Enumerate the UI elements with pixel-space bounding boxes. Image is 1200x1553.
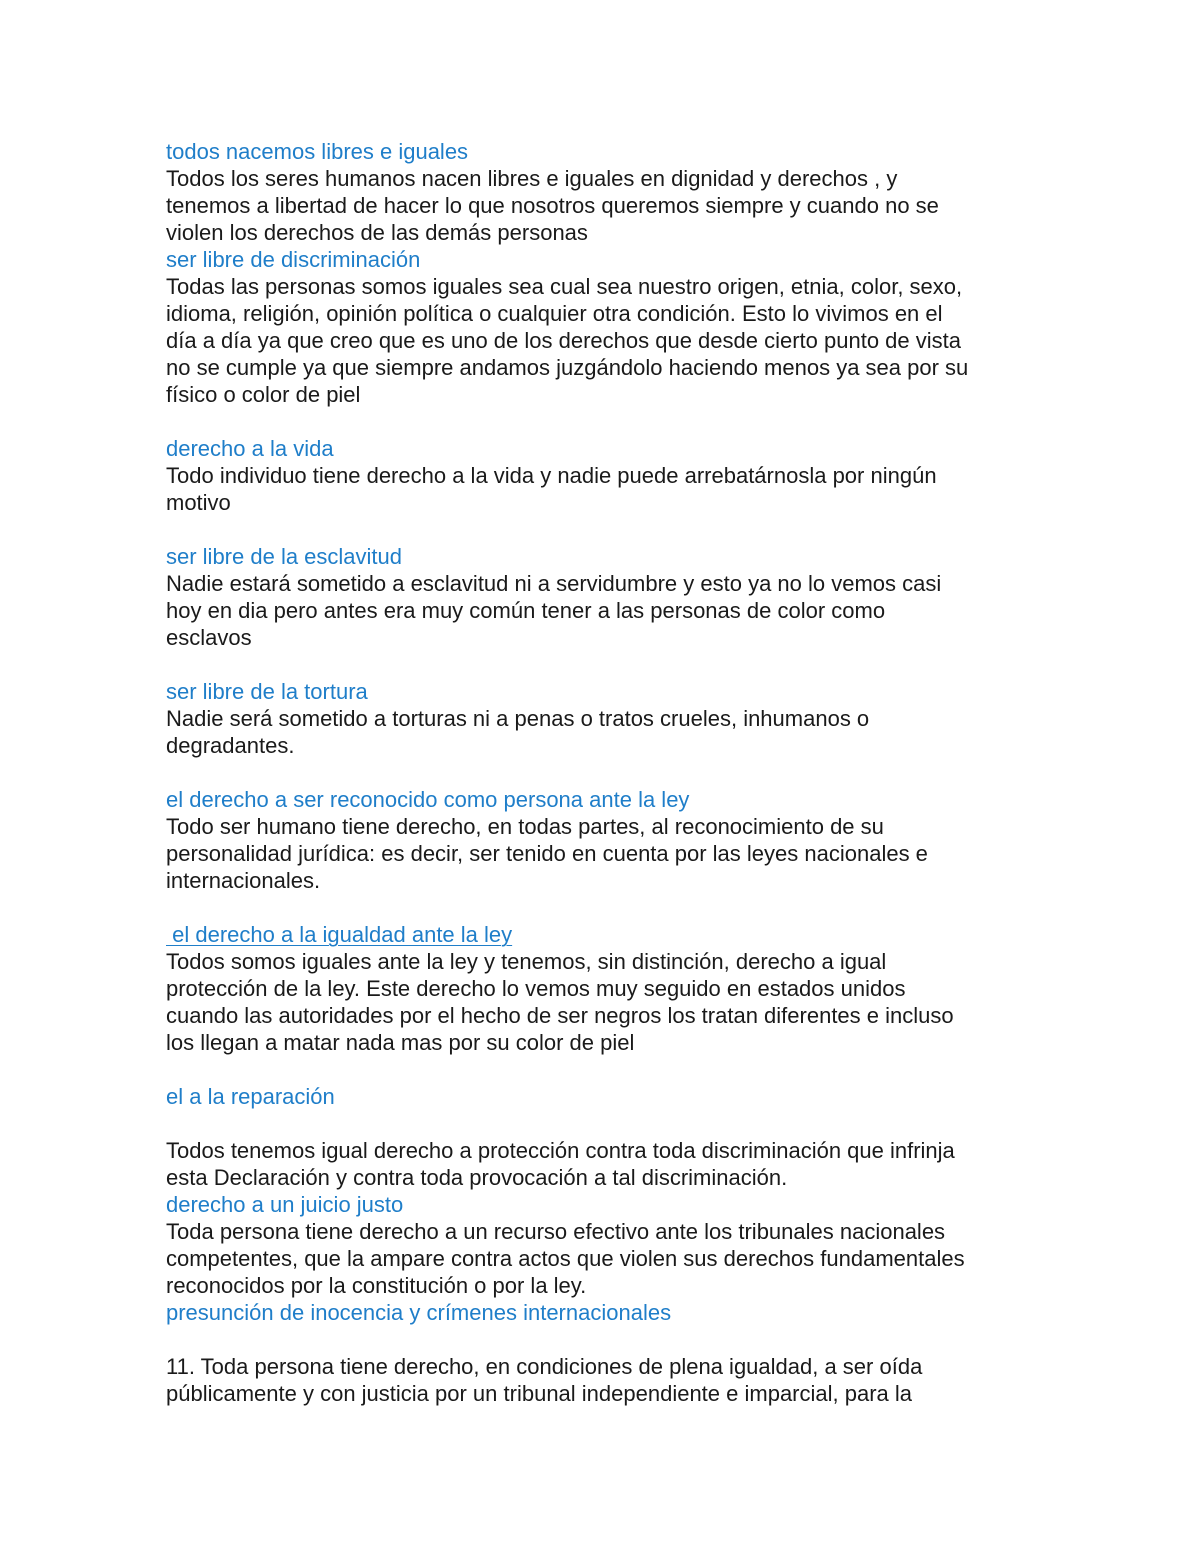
section-body-reparacion: Todos tenemos igual derecho a protección contra toda discriminación que infrinja esta Declaración y contra toda provocación a tal discriminación. (166, 1138, 955, 1190)
section-heading-persona-ley: el derecho a ser reconocido como persona ante la ley (166, 787, 690, 812)
section-body-tortura: Nadie será sometido a torturas ni a penas o tratos crueles, inhumanos o degradantes. (166, 706, 870, 758)
section-body-igualdad: Todos somos iguales ante la ley y tenemos, sin distinción, derecho a igual protección de la ley. Este derecho lo vemos muy seguido en estados unidos cuando las autoridades por el hecho de ser negros los tratan diferentes e incluso los llegan a matar nada mas por su color de piel (166, 949, 954, 1055)
section-body-libres-iguales: Todos los seres humanos nacen libres e iguales en dignidad y derechos , y tenemos a libertad de hacer lo que nosotros queremos siempre y cuando no se violen los derechos de las demás personas (166, 166, 939, 245)
paragraph-gap (166, 759, 1046, 786)
paragraph-gap (166, 651, 1046, 678)
paragraph-gap (166, 894, 1046, 921)
section-body-inocencia: 11. Toda persona tiene derecho, en condiciones de plena igualdad, a ser oída públicamente y con justicia por un tribunal independiente e imparcial, para la (166, 1354, 923, 1406)
section-heading-discriminacion: ser libre de discriminación (166, 247, 421, 272)
section-body-persona-ley: Todo ser humano tiene derecho, en todas partes, al reconocimiento de su personalidad jurídica: es decir, ser tenido en cuenta por las leyes nacionales e internacionales. (166, 814, 928, 893)
section-heading-libres-iguales: todos nacemos libres e iguales (166, 139, 469, 164)
section-body-juicio-justo: Toda persona tiene derecho a un recurso efectivo ante los tribunales nacionales competentes, que la ampare contra actos que violen sus derechos fundamentales reconocidos por la constitución o por la ley. (166, 1219, 965, 1298)
section-body-esclavitud: Nadie estará sometido a esclavitud ni a servidumbre y esto ya no lo vemos casi hoy en dia pero antes era muy común tener a las personas de color como esclavos (166, 571, 942, 650)
paragraph-gap (166, 1326, 1046, 1353)
section-heading-tortura: ser libre de la tortura (166, 679, 368, 704)
section-heading-vida: derecho a la vida (166, 436, 334, 461)
document-page (166, 138, 1046, 1407)
section-heading-reparacion: el a la reparación (166, 1084, 335, 1109)
section-body-vida: Todo individuo tiene derecho a la vida y nadie puede arrebatárnosla por ningún motivo (166, 463, 937, 515)
paragraph-gap (166, 1056, 1046, 1083)
paragraph-gap (166, 408, 1046, 435)
section-heading-juicio-justo: derecho a un juicio justo (166, 1192, 404, 1217)
paragraph-gap (166, 516, 1046, 543)
section-body-discriminacion: Todas las personas somos iguales sea cual sea nuestro origen, etnia, color, sexo, idioma, religión, opinión política o cualquier otra condición. Esto lo vivimos en el día a día ya que creo que es uno de los derechos que desde cierto punto de vista no se cumple ya que siempre andamos juzgándolo haciendo menos ya sea por su físico o color de piel (166, 274, 969, 407)
paragraph-gap (166, 1110, 1046, 1137)
section-heading-igualdad-link[interactable]: el derecho a la igualdad ante la ley (166, 922, 513, 947)
section-heading-esclavitud: ser libre de la esclavitud (166, 544, 403, 569)
section-heading-inocencia: presunción de inocencia y crímenes internacionales (166, 1300, 672, 1325)
